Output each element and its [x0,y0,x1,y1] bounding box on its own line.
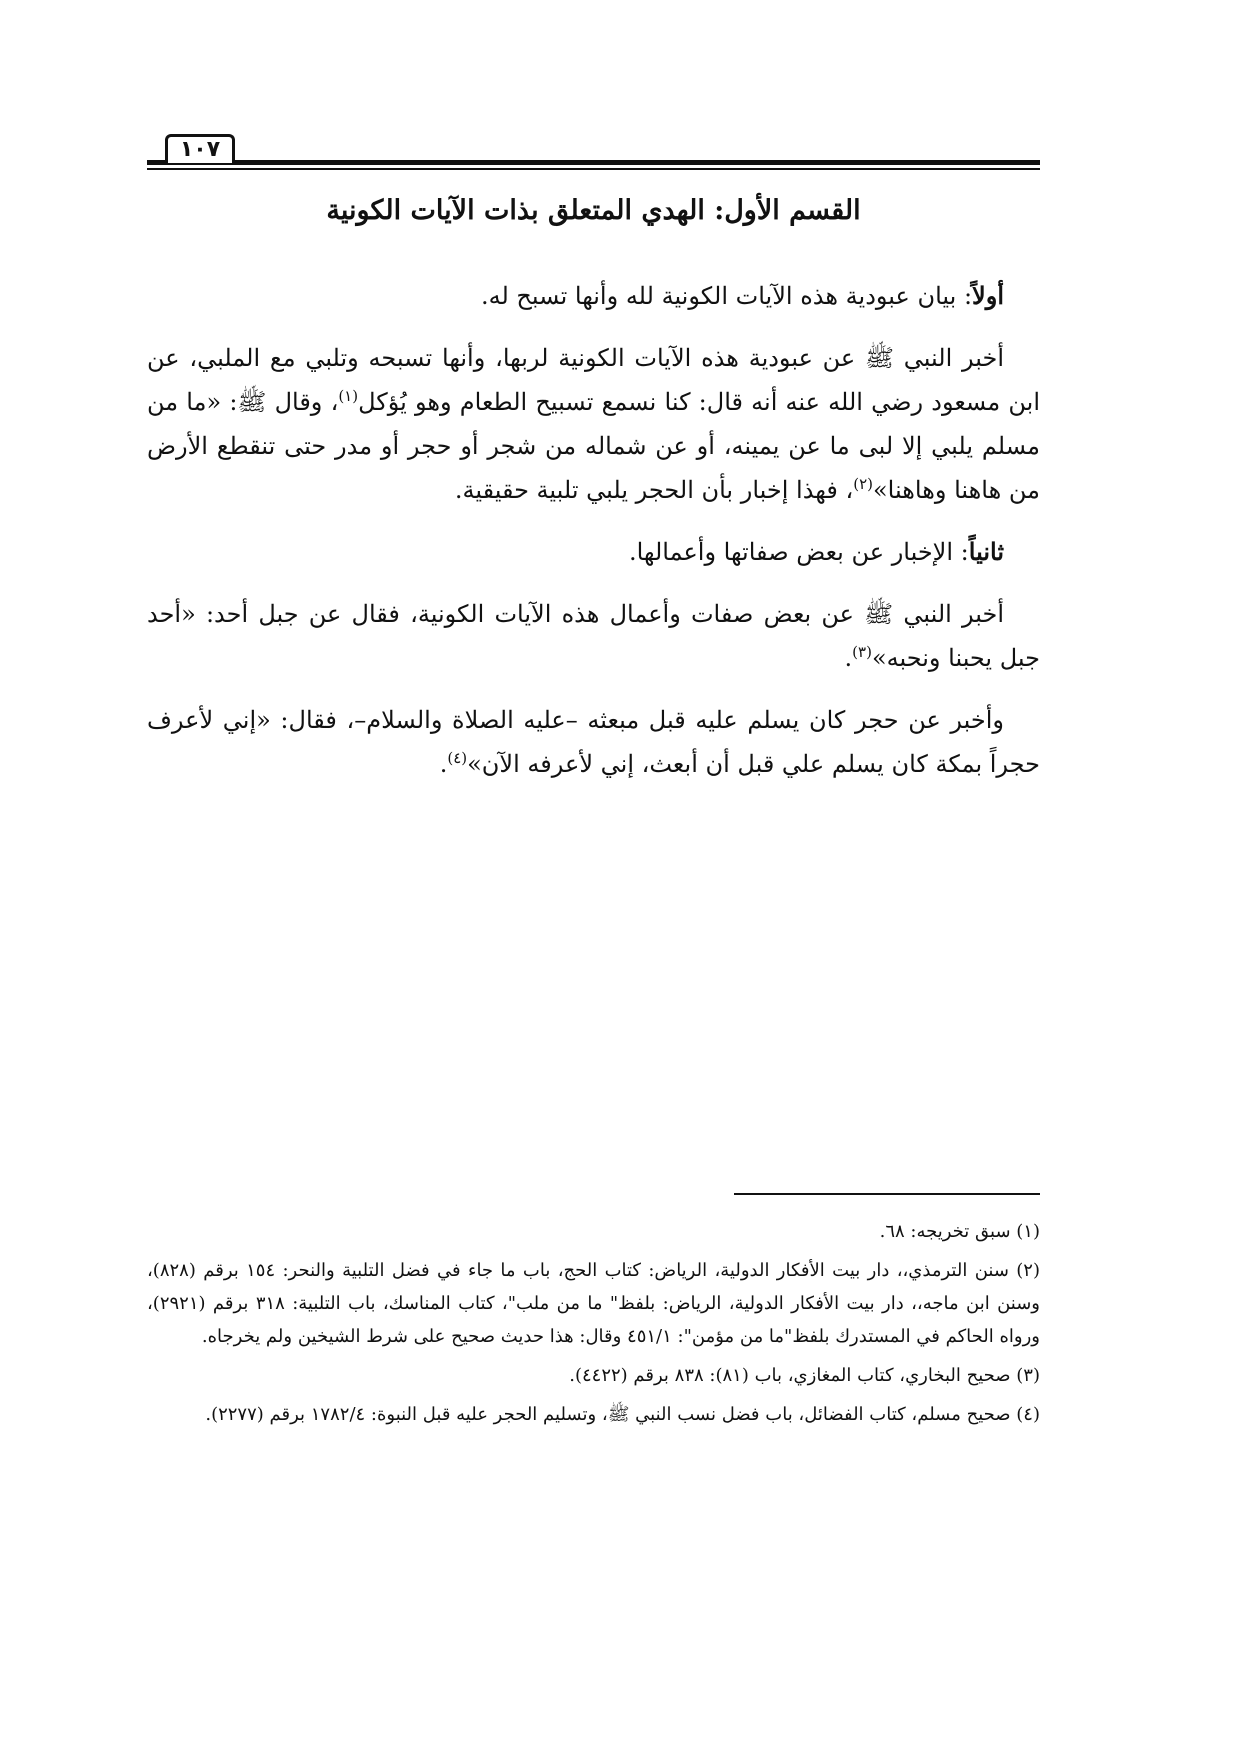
main-content [147,190,1040,804]
paragraph-1 [147,336,1040,512]
footnote-ref-1[interactable]: (١) [338,387,359,405]
section-title: القسم الأول: الهدي المتعلق بذات الآيات الكونية [326,195,861,226]
point-second [147,530,1040,574]
footnote-ref-3[interactable]: (٣) [852,643,872,661]
paragraph-1-part1: أخبر النبي ﷺ عن عبودية هذه الآيات الكونية لربها، وأنها تسبحه وتلبي مع الملبي، عن ابن مسعود رضي الله عنه أنه قال: كنا نسمع تسبيح الطعام وهو يُؤكل [147,344,1040,416]
footnote-4: (٤) صحيح مسلم، كتاب الفضائل، باب فضل نسب النبي ﷺ، وتسليم الحجر عليه قبل النبوة: ١٧٨٢/٤ برقم (٢٢٧٧). [205,1404,1040,1425]
footnote-1: (١) سبق تخريجه: ٦٨. [879,1221,1040,1242]
paragraph-3 [147,698,1040,786]
point-second-label: ثانياً [968,537,1004,566]
point-second-text: : الإخبار عن بعض صفاتها وأعمالها. [628,538,969,566]
paragraph-1-part3: ، فهذا إخبار بأن الحجر يلبي تلبية حقيقية. [454,476,854,504]
paragraph-2-part2: . [844,644,853,672]
footnote-3: (٣) صحيح البخاري، كتاب المغازي، باب (٨١): ٨٣٨ برقم (٤٤٢٢). [569,1365,1040,1386]
paragraph-2-part1: أخبر النبي ﷺ عن بعض صفات وأعمال هذه الآيات الكونية، فقال عن جبل أحد: «أحد جبل يحبنا ونحبه» [147,600,1040,672]
point-first [147,274,1040,318]
paragraph-2 [147,592,1040,680]
header-rule-thick [147,160,1040,165]
paragraph-3-part1: وأخبر عن حجر كان يسلم عليه قبل مبعثه –عليه الصلاة والسلام–، فقال: «إني لأعرف حجراً بمكة كان يسلم علي قبل أن أبعث، إني لأعرفه الآن» [147,706,1040,778]
point-first-text: : بيان عبودية هذه الآيات الكونية لله وأنها تسبح له. [480,282,973,310]
footnote-2: (٢) سنن الترمذي،، دار بيت الأفكار الدولية، الرياض: كتاب الحج، باب ما جاء في فضل التلبية والنحر: ١٥٤ برقم (٨٢٨)، وسنن ابن ماجه،، دار بيت الأفكار الدولية، الرياض: بلفظ" ما من ملب"، كتاب المناسك، باب التلبية: ٣١٨ برقم (٢٩٢١)، ورواه الحاكم في المستدرك بلفظ"ما من مؤمن": ٤٥١/١ وقال: هذا حديث صحيح على شرط الشيخين ولم يخرجاه. [147,1260,1040,1347]
paragraph-3-part2: . [439,750,448,778]
footnote-ref-2[interactable]: (٢) [853,475,873,493]
footnote-ref-4[interactable]: (٤) [447,749,468,767]
footnote-separator [734,1193,1040,1195]
paragraph-1-part2: ، وقال ﷺ: «ما من مسلم يلبي إلا لبى ما عن يمينه، أو عن شماله من شجر أو حجر أو مدر حتى تنقطع الأرض من هاهنا وهاهنا» [147,388,1040,504]
page-header [147,128,1040,170]
page-number: ١٠٧ [165,134,235,163]
header-rule-thin [147,168,1040,170]
point-first-label: أولاً [972,281,1004,310]
footnotes [147,1215,1040,1437]
